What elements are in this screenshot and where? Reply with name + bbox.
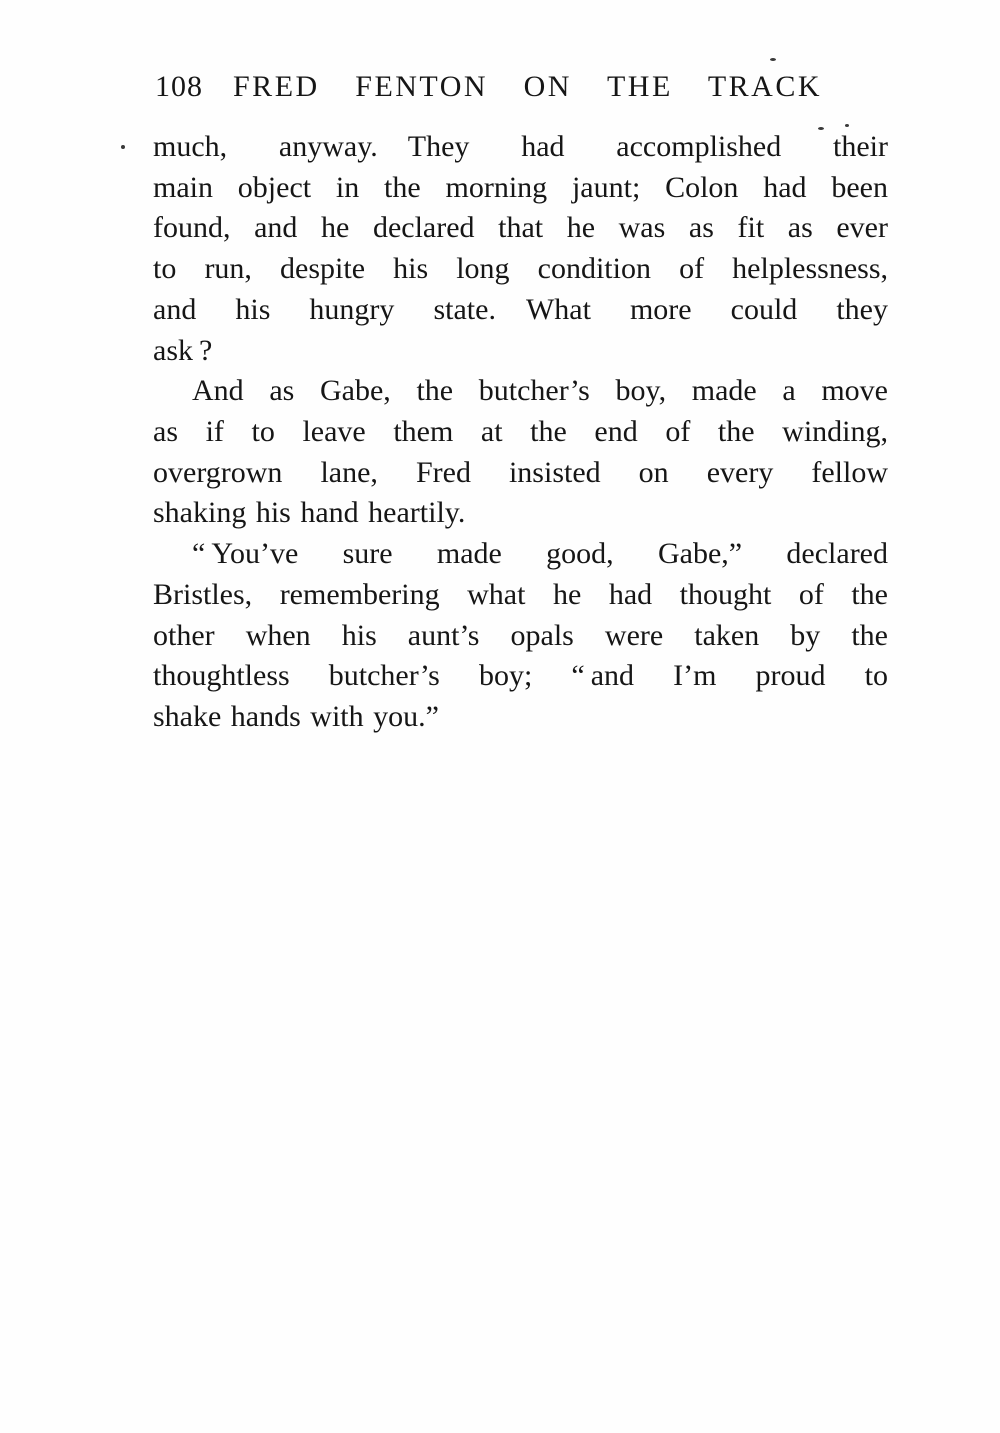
text-line: main object in the morning jaunt; Colon had been bbox=[153, 170, 888, 204]
text-line: And as Gabe, the butcher’s boy, made a move bbox=[192, 374, 888, 408]
text-line: Bristles, remembering what he had thought of the bbox=[153, 577, 888, 611]
text-line: and his hungry state. What more could they bbox=[153, 292, 888, 326]
text-line: shaking his hand heartily. bbox=[153, 496, 466, 530]
scan-speck bbox=[818, 127, 824, 130]
text-line: “ You’ve sure made good, Gabe,” declared bbox=[192, 537, 888, 571]
text-line: ask ? bbox=[153, 333, 213, 367]
page-number: 108 bbox=[155, 70, 203, 103]
text-line: thoughtless butcher’s boy; “ and I’m proud to bbox=[153, 659, 888, 693]
text-line: to run, despite his long condition of helplessness, bbox=[153, 252, 888, 286]
running-title: FRED FENTON ON THE TRACK bbox=[233, 70, 822, 103]
text-line: other when his aunt’s opals were taken by the bbox=[153, 618, 888, 652]
scan-speck bbox=[121, 145, 125, 149]
page-header bbox=[155, 66, 822, 107]
text-line: found, and he declared that he was as fit as ever bbox=[153, 211, 888, 245]
scan-speck bbox=[770, 58, 776, 61]
text-line: overgrown lane, Fred insisted on every fellow bbox=[153, 455, 888, 489]
scan-speck bbox=[845, 124, 849, 127]
text-line: much, anyway. They had accomplished their bbox=[153, 130, 888, 163]
body-text bbox=[153, 127, 888, 738]
text-line: as if to leave them at the end of the winding, bbox=[153, 415, 888, 449]
text-line: shake hands with you.” bbox=[153, 700, 439, 734]
